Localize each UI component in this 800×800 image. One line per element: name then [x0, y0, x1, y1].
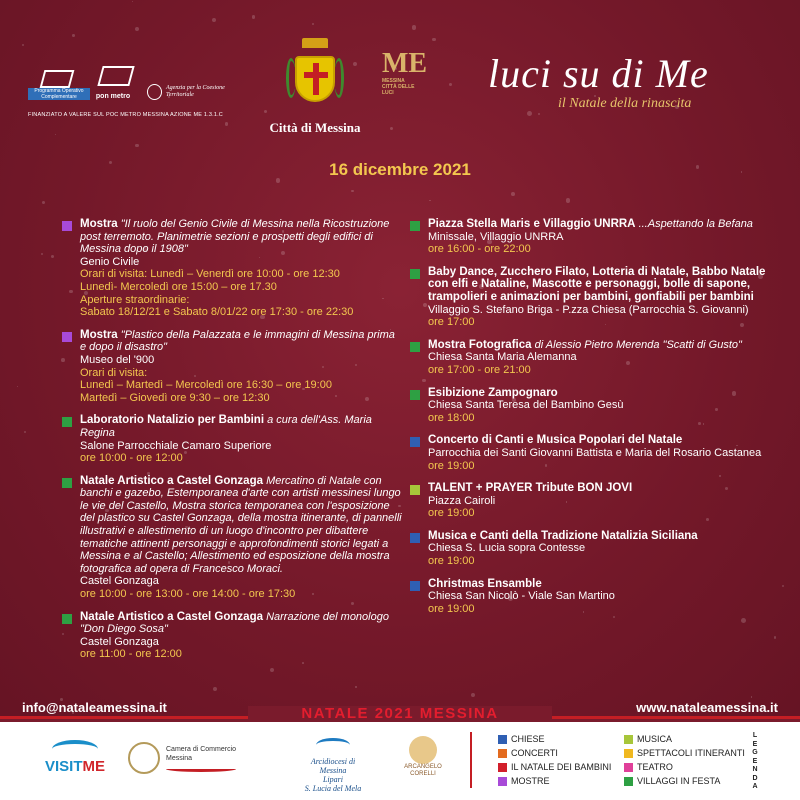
snow-dot: [751, 696, 752, 697]
category-square-icon: [410, 485, 420, 495]
category-square-icon: [62, 614, 72, 624]
event-subtitle: Mercatino di Natale con banchi e gazebo, Estemporanea d'arte con artisti messinesi lungo le vie del Castello, Mostra storica temporanea con l'esposizione del plastico su Castel Gonzaga, della mostra itinerante, di pannelli illustrativi e allestimento di un luogo d'incontro per dibattere tematiche attinenti personaggi e approfondimenti storici legati a Messina e al Castello; Allestimento ed esposizione della mostra fotografica ad opera di Francesco Moraci.: [80, 474, 402, 575]
legend-item: [498, 748, 558, 758]
event-times: ore 17:00 - ore 21:00: [428, 363, 531, 376]
event-item: [410, 266, 780, 329]
event-place: Minissale, Villaggio UNRRA: [428, 230, 564, 243]
camera-commercio-logo: Camera di Commercio Messina: [128, 742, 258, 774]
category-square-icon: [410, 221, 420, 231]
event-subtitle: di Alessio Pietro Merenda "Scatti di Gusto": [534, 338, 742, 351]
legend-label: TEATRO: [637, 762, 673, 772]
event-item: [62, 329, 402, 405]
event-title: Mostra: [80, 218, 118, 230]
event-item: [410, 482, 780, 520]
sponsor-footer: [0, 722, 800, 800]
legend-label: CONCERTI: [511, 748, 558, 758]
event-title: Esibizione Zampognaro: [428, 386, 558, 399]
event-item: [62, 611, 402, 661]
snow-dot: [774, 636, 777, 639]
city-crest-icon: [280, 38, 350, 133]
event-title: Baby Dance, Zucchero Filato, Lotteria di Natale, Babbo Natale con elfi e Nataline, Mascotte e personaggi, bolle di sapone, trampolieri e animazioni per bambini, gonfiabili per bambini: [428, 265, 766, 303]
event-subtitle: ...Aspettando la Befana: [638, 218, 753, 230]
category-square-icon: [62, 417, 72, 427]
legend-item: [624, 776, 720, 786]
event-heading: [428, 482, 780, 495]
snow-dot: [449, 83, 452, 86]
event-times: ore 17:00: [428, 316, 475, 329]
brand-title: luci su di Me: [488, 51, 709, 96]
event-place: Chiesa S. Lucia sopra Contesse: [428, 542, 586, 555]
snow-dot: [135, 144, 139, 148]
brand-subtitle: il Natale della rinascita: [558, 96, 692, 111]
legend-label: MOSTRE: [511, 776, 550, 786]
category-square-icon: [62, 478, 72, 488]
snow-dot: [782, 585, 784, 587]
event-title: Natale Artistico a Castel Gonzaga: [80, 610, 263, 623]
event-subtitle: Narrazione del monologo "Don Diego Sosa": [80, 610, 389, 636]
event-times: ore 11:00 - ore 12:00: [80, 648, 182, 661]
legend-item: [624, 748, 745, 758]
legend-swatch-icon: [498, 763, 507, 772]
snow-dot: [24, 431, 26, 433]
category-square-icon: [62, 332, 72, 342]
snow-dot: [566, 198, 570, 202]
website-link[interactable]: www.nataleamessina.it: [636, 700, 778, 715]
legend-swatch-icon: [498, 749, 507, 758]
snow-dot: [538, 113, 540, 115]
visitme-logo: VISITME: [40, 740, 110, 775]
event-heading: [428, 218, 780, 231]
pon-metro-logo: pon metro: [96, 66, 137, 100]
events-right-column: [410, 218, 780, 625]
event-title: Laboratorio Natalizio per Bambini: [80, 414, 265, 427]
event-times: ore 19:00: [428, 602, 475, 615]
snow-dot: [264, 110, 267, 113]
city-name: Città di Messina: [269, 120, 361, 135]
category-square-icon: [410, 437, 420, 447]
snow-dot: [55, 134, 56, 135]
banner-title: NATALE 2021 MESSINA: [248, 706, 552, 722]
event-times: ore 19:00: [428, 507, 475, 520]
event-place: Villaggio S. Stefano Briga - P.zza Chiesa (Parrocchia S. Giovanni): [428, 303, 749, 316]
me-logo: ME MESSINA CITTÀ DELLE LUCI: [382, 48, 428, 96]
event-times: ore 19:00: [428, 555, 475, 568]
event-item: [62, 414, 402, 464]
snow-dot: [41, 253, 43, 255]
event-place: Parrocchia dei Santi Giovanni Battista e Maria del Rosario Castanea: [428, 446, 762, 459]
event-title: Concerto di Canti e Musica Popolari del Natale: [428, 434, 683, 447]
legend-label: VILLAGGI IN FESTA: [637, 776, 721, 786]
snow-dot: [135, 27, 139, 31]
corelli-logo: ARCANGELO CORELLI: [394, 736, 452, 778]
event-date: 16 dicembre 2021: [329, 160, 471, 179]
republic-emblem-icon: [147, 84, 162, 100]
footer-divider: [470, 732, 472, 788]
snow-dot: [312, 23, 314, 25]
event-subtitle: "Plastico della Palazzata e le immagini di Messina prima e dopo il disastro": [80, 328, 395, 354]
legend-item: [624, 762, 673, 772]
event-heading: [80, 414, 402, 439]
event-place: Genio Civile: [80, 255, 140, 268]
snow-dot: [353, 62, 357, 66]
snow-dot: [390, 127, 393, 130]
event-heading: [80, 329, 402, 354]
legend-label: SPETTACOLI ITINERANTI: [637, 748, 745, 758]
snow-dot: [351, 190, 354, 193]
legend-label: CHIESE: [511, 734, 545, 744]
snow-dot: [132, 1, 134, 3]
event-place: Chiesa Santa Teresa del Bambino Gesù: [428, 399, 624, 412]
legend-item: [498, 776, 550, 786]
event-subtitle: a cura dell'Ass. Maria Regina: [80, 414, 372, 439]
event-title: Piazza Stella Maris e Villaggio UNRRA: [428, 218, 636, 230]
snow-dot: [429, 200, 430, 201]
event-title: Mostra Fotografica: [428, 338, 532, 351]
category-square-icon: [410, 533, 420, 543]
category-square-icon: [410, 342, 420, 352]
snow-dot: [432, 38, 435, 41]
event-place: Castel Gonzaga: [80, 575, 159, 588]
snow-dot: [252, 15, 255, 18]
legend-item: [498, 762, 611, 772]
event-item: [62, 218, 402, 319]
snow-dot: [355, 686, 356, 687]
event-heading: [80, 475, 402, 576]
event-item: [410, 530, 780, 568]
legend-swatch-icon: [624, 735, 633, 744]
category-square-icon: [410, 390, 420, 400]
category-square-icon: [410, 581, 420, 591]
category-square-icon: [62, 221, 72, 231]
programma-complementare-logo: Programma Operativo Complementare: [28, 70, 86, 100]
event-times: ore 19:00: [428, 459, 475, 472]
event-place: Piazza Cairoli: [428, 494, 496, 507]
event-subtitle: "Il ruolo del Genio Civile di Messina nella Ricostruzione post terremoto. Planimetrie sezioni e prospetti degli edifici di Messina dopo il 1908": [80, 218, 390, 256]
event-heading: [428, 530, 780, 543]
snow-dot: [412, 25, 417, 30]
event-title: TALENT + PRAYER Tribute BON JOVI: [428, 482, 633, 495]
event-times: Orari di visita: Lunedì – Martedì – Mercoledì ore 16:30 – ore 19:00 Martedì – Giovedì ore 9:30 – ore 12:30: [80, 366, 332, 404]
event-times: ore 16:00 - ore 22:00: [428, 243, 531, 256]
event-times: Orari di visita: Lunedì – Venerdì ore 10:00 - ore 12:30 Lunedì- Mercoledì ore 15:00 – ore 17.30 Aperture straordinarie: Sabato 18/12/21 e Sabato 8/01/22 ore 17:30 - ore 22:30: [80, 268, 354, 319]
event-times: ore 10:00 - ore 12:00: [80, 452, 183, 465]
agenzia-coesione-logo: Agenzia per la Coesione Territoriale: [147, 84, 248, 100]
legend-swatch-icon: [498, 735, 507, 744]
event-brand: [488, 52, 748, 112]
event-place: Castel Gonzaga: [80, 635, 159, 648]
event-heading: [428, 578, 780, 591]
snow-dot: [22, 44, 24, 46]
funding-logos: [28, 62, 248, 118]
event-times: ore 10:00 - ore 13:00 - ore 14:00 - ore 17:30: [80, 588, 296, 601]
event-item: [410, 218, 780, 256]
event-item: [410, 339, 780, 377]
event-title: Mostra: [80, 328, 118, 341]
snow-dot: [471, 693, 475, 697]
legend-item: [498, 734, 545, 744]
events-left-column: [62, 218, 402, 671]
waves-icon: [316, 738, 350, 752]
event-item: [410, 578, 780, 616]
legend-swatch-icon: [624, 777, 633, 786]
legend-swatch-icon: [624, 763, 633, 772]
camera-commercio-emblem-icon: [128, 742, 160, 774]
legend-label: MUSICA: [637, 734, 673, 744]
snow-dot: [212, 18, 217, 23]
legend-label: IL NATALE DEI BAMBINI: [511, 762, 612, 772]
event-place: Chiesa Santa Maria Alemanna: [428, 351, 577, 364]
event-title: Christmas Ensamble: [428, 577, 542, 590]
snow-dot: [72, 34, 75, 37]
event-heading: [428, 434, 780, 447]
event-heading: [80, 218, 402, 256]
category-square-icon: [410, 269, 420, 279]
conservatorio-icon: [409, 736, 437, 764]
snow-dot: [225, 122, 229, 126]
email-link[interactable]: info@nataleamessina.it: [22, 700, 167, 715]
arcidiocesi-logo: Arcidiocesi di Messina Lipari S. Lucia del Mela: [278, 738, 388, 793]
snow-dot: [213, 687, 217, 691]
event-heading: [80, 611, 402, 636]
funding-note: FINANZIATO A VALERE SUL POC METRO MESSINA AZIONE ME 1.3.1.C: [28, 112, 223, 118]
legend-item: [624, 734, 672, 744]
event-item: [410, 387, 780, 425]
snow-dot: [511, 192, 515, 196]
event-heading: [428, 266, 780, 304]
event-item: [62, 475, 402, 601]
snow-dot: [51, 255, 54, 258]
event-title: Musica e Canti della Tradizione Natalizia Siciliana: [428, 529, 698, 542]
event-times: ore 18:00: [428, 411, 475, 424]
legend-title: L E G E N D A: [752, 732, 758, 790]
event-place: Salone Parrocchiale Camaro Superiore: [80, 439, 272, 452]
snow-dot: [17, 386, 18, 387]
event-place: Chiesa San Nicolò - Viale San Martino: [428, 590, 615, 603]
event-title: Natale Artistico a Castel Gonzaga: [80, 474, 263, 487]
snow-dot: [42, 201, 45, 204]
legend-swatch-icon: [624, 749, 633, 758]
event-item: [410, 434, 780, 472]
event-heading: [428, 387, 780, 400]
legend-swatch-icon: [498, 777, 507, 786]
event-heading: [428, 339, 780, 352]
event-place: Museo del '900: [80, 353, 155, 366]
